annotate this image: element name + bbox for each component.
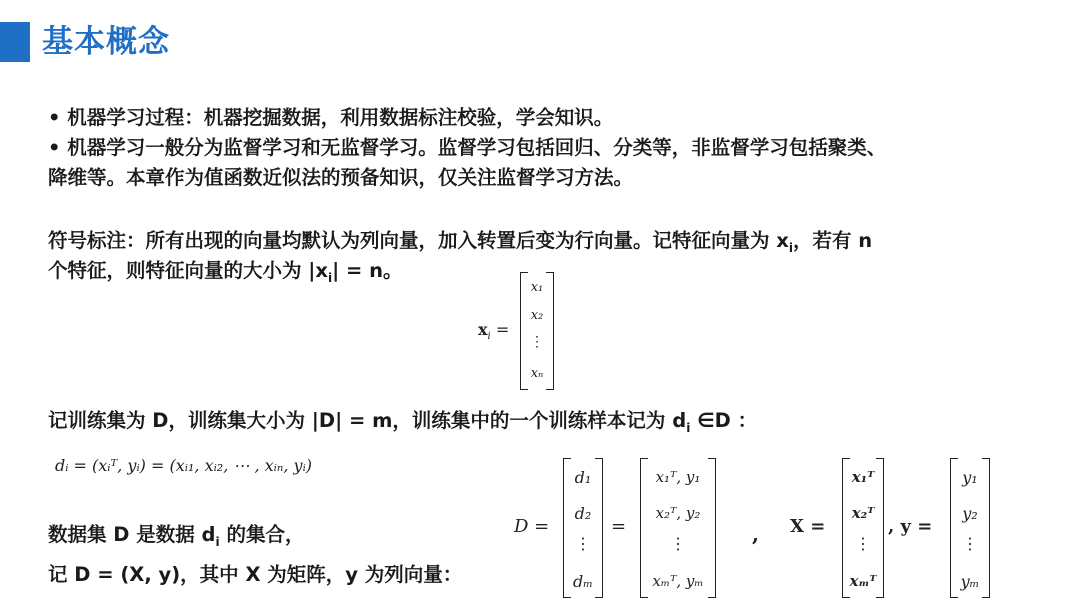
y-entry-dots: ⋮ [962,534,978,553]
bullet-ml-types-line1: • 机器学习一般分为监督学习和无监督学习。监督学习包括回归、分类等，非监督学习包括聚类、 [48,136,887,159]
bullet-ml-types-line2: 降维等。本章作为值函数近似法的预备知识，仅关注监督学习方法。 [48,166,634,189]
xi-vector-matrix [520,272,554,390]
pair-entry-m: xₘᵀ, yₘ [652,572,704,590]
y-entry-m: yₘ [960,572,980,591]
notation-var-x2: x [315,259,328,282]
pair-entry-dots: ⋮ [670,534,686,553]
X-entry-dots: ⋮ [855,534,871,553]
page-title: 基本概念 [42,24,170,60]
notation-sub-i: i [788,240,794,255]
bullet-ml-process: • 机器学习过程：机器挖掘数据，利用数据标注校验，学会知识。 [48,106,614,129]
xi-entry-n: xₙ [530,366,544,381]
X-entry-1: x₁ᵀ [851,468,875,486]
training-set-line [48,406,757,436]
y-entry-2: y₂ [962,504,978,523]
matrix-definition-line: 记 D = (X, y)，其中 X 为矩阵，y 为列向量： [48,563,463,586]
D-entry-1: d₁ [574,468,592,487]
X-lhs: X = [790,516,826,537]
notation-sub-i2: i [328,270,333,285]
xi-lhs-var: x [478,320,488,339]
training-sub-i: i [686,420,691,435]
pair-entry-2: x₂ᵀ, y₂ [655,504,701,522]
notation-text-c: 个特征，则特征向量的大小为 | [48,259,316,282]
D-entry-2: d₂ [574,504,592,523]
pair-entry-1: x₁ᵀ, y₁ [655,468,701,486]
notation-var-x: x [776,229,789,252]
xi-entry-2: x₂ [530,308,544,323]
notation-line-1 [48,226,872,256]
D-entry-dots: ⋮ [575,534,591,553]
X-entry-2: x₂ᵀ [851,504,875,522]
xi-lhs-sub: i [487,331,491,343]
pairs-matrix [640,458,716,598]
notation-text-d: | = n。 [332,259,403,282]
D-matrix [563,458,603,598]
y-entry-1: y₁ [962,468,978,487]
notation-text-b: ，若有 n [793,229,873,252]
matrix-separator-comma: , [752,522,759,546]
dataset-line [48,520,304,550]
xi-vector-lhs [478,320,510,343]
training-text-b: ∈D ： [690,409,758,432]
y-lhs: , y = [888,516,933,537]
di-formula: dᵢ = (xᵢᵀ, yᵢ) = (xᵢ₁, xᵢ₂, ⋯ , xᵢₙ, yᵢ) [55,456,313,475]
dataset-text-a: 数据集 D 是数据 d [48,523,216,546]
y-vector [950,458,990,598]
D-lhs: D = [514,516,550,537]
notation-line-2 [48,256,403,286]
X-matrix [842,458,884,598]
title-accent-bar [0,22,30,62]
X-entry-m: xₘᵀ [849,572,877,590]
xi-eq: = [495,320,510,339]
D-entry-m: dₘ [572,572,594,591]
training-text-a: 记训练集为 D，训练集大小为 |D| = m，训练集中的一个训练样本记为 d [48,409,687,432]
notation-text-a: 符号标注：所有出现的向量均默认为列向量，加入转置后变为行向量。记特征向量为 [48,229,777,252]
dataset-text-b: 的集合， [219,523,305,546]
dataset-sub-i: i [215,534,220,549]
D-eq2: = [611,516,627,537]
xi-entry-1: x₁ [530,280,544,295]
xi-entry-dots: ⋮ [530,334,544,350]
